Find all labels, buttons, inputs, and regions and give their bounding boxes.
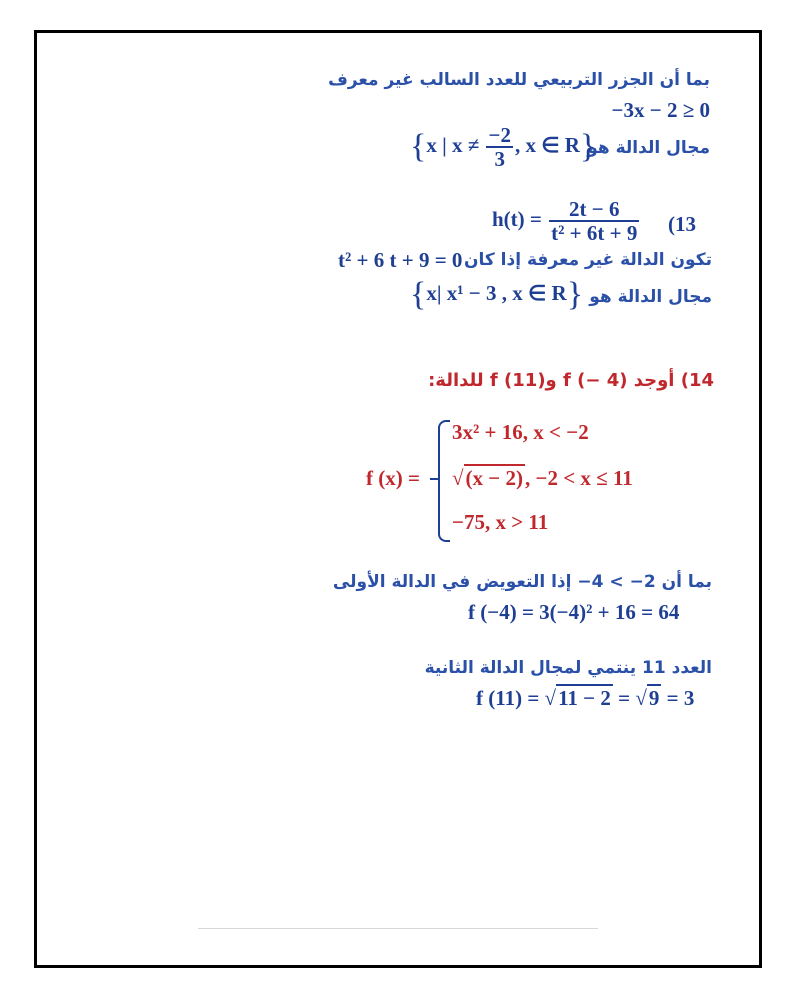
piece-2-condition: , −2 < x ≤ 11 (524, 466, 633, 490)
domain-set-left: x | x ≠ (426, 132, 480, 157)
fraction-denominator: 3 (494, 147, 505, 172)
domain-set (410, 124, 596, 170)
problem-14-header: 14) أوجد (4 −) f و(11) f للدالة: (428, 370, 714, 391)
page-frame (34, 30, 762, 968)
case-1-calculation: f (−4) = 3(−4)² + 16 = 64 (468, 600, 680, 624)
fraction-numerator: −2 (488, 123, 511, 147)
sqrt-symbol: √ (544, 686, 557, 710)
footer-rule (198, 928, 598, 929)
piecewise-brace (438, 420, 450, 542)
function-h-fraction (549, 198, 639, 244)
sqrt-symbol: √ (452, 466, 464, 490)
function-h-denominator: t² + 6t + 9 (551, 221, 638, 246)
piecewise-lhs: f (x) = (366, 466, 420, 490)
case-2-calculation (476, 686, 694, 711)
domain-fraction (486, 124, 512, 170)
left-brace: { (410, 128, 427, 166)
case-2-lhs: f (11) = (476, 686, 540, 710)
problem-number-13: (13 (668, 212, 696, 236)
domain-set-13 (410, 276, 583, 314)
sqrt-negative-reason: بما أن الجزر التربيعي للعدد السالب غير معرف (328, 70, 710, 90)
piece-2-radicand: (x − 2) (465, 466, 523, 490)
left-brace: { (410, 276, 427, 313)
case-2-explanation: العدد 11 ينتمي لمجال الدالة الثانية (424, 658, 712, 678)
domain-set-right: , x ∈ R (514, 132, 580, 157)
case-2-result: = 3 (666, 686, 695, 710)
equals-sign: = (618, 686, 631, 710)
function-h-name: h(t) = (492, 206, 542, 231)
case-2-radicand-2: 9 (648, 686, 660, 710)
function-h (492, 198, 641, 244)
piece-2 (452, 466, 633, 491)
piece-3: −75, x > 11 (452, 510, 549, 534)
domain-label-13: مجال الدالة هو (589, 287, 712, 307)
case-1-explanation: بما أن 2− > 4− إذا التعويض في الدالة الأولى (332, 572, 712, 592)
function-h-numerator: 2t − 6 (549, 198, 639, 222)
right-brace: } (579, 128, 597, 166)
piece-1: 3x² + 16, x < −2 (452, 420, 589, 444)
undefined-condition: تكون الدالة غير معرفة إذا كان (463, 250, 712, 270)
sqrt-symbol: √ (635, 686, 647, 710)
right-brace: } (566, 276, 584, 313)
case-2-radicand-1: 11 − 2 (558, 686, 611, 710)
domain-label: مجال الدالة هو (587, 138, 710, 158)
denominator-equation: t² + 6 t + 9 = 0 (338, 248, 463, 272)
inequality: −3x − 2 ≥ 0 (611, 98, 710, 122)
domain-set-13-body: x| x¹ − 3 , x ∈ R (426, 280, 567, 305)
